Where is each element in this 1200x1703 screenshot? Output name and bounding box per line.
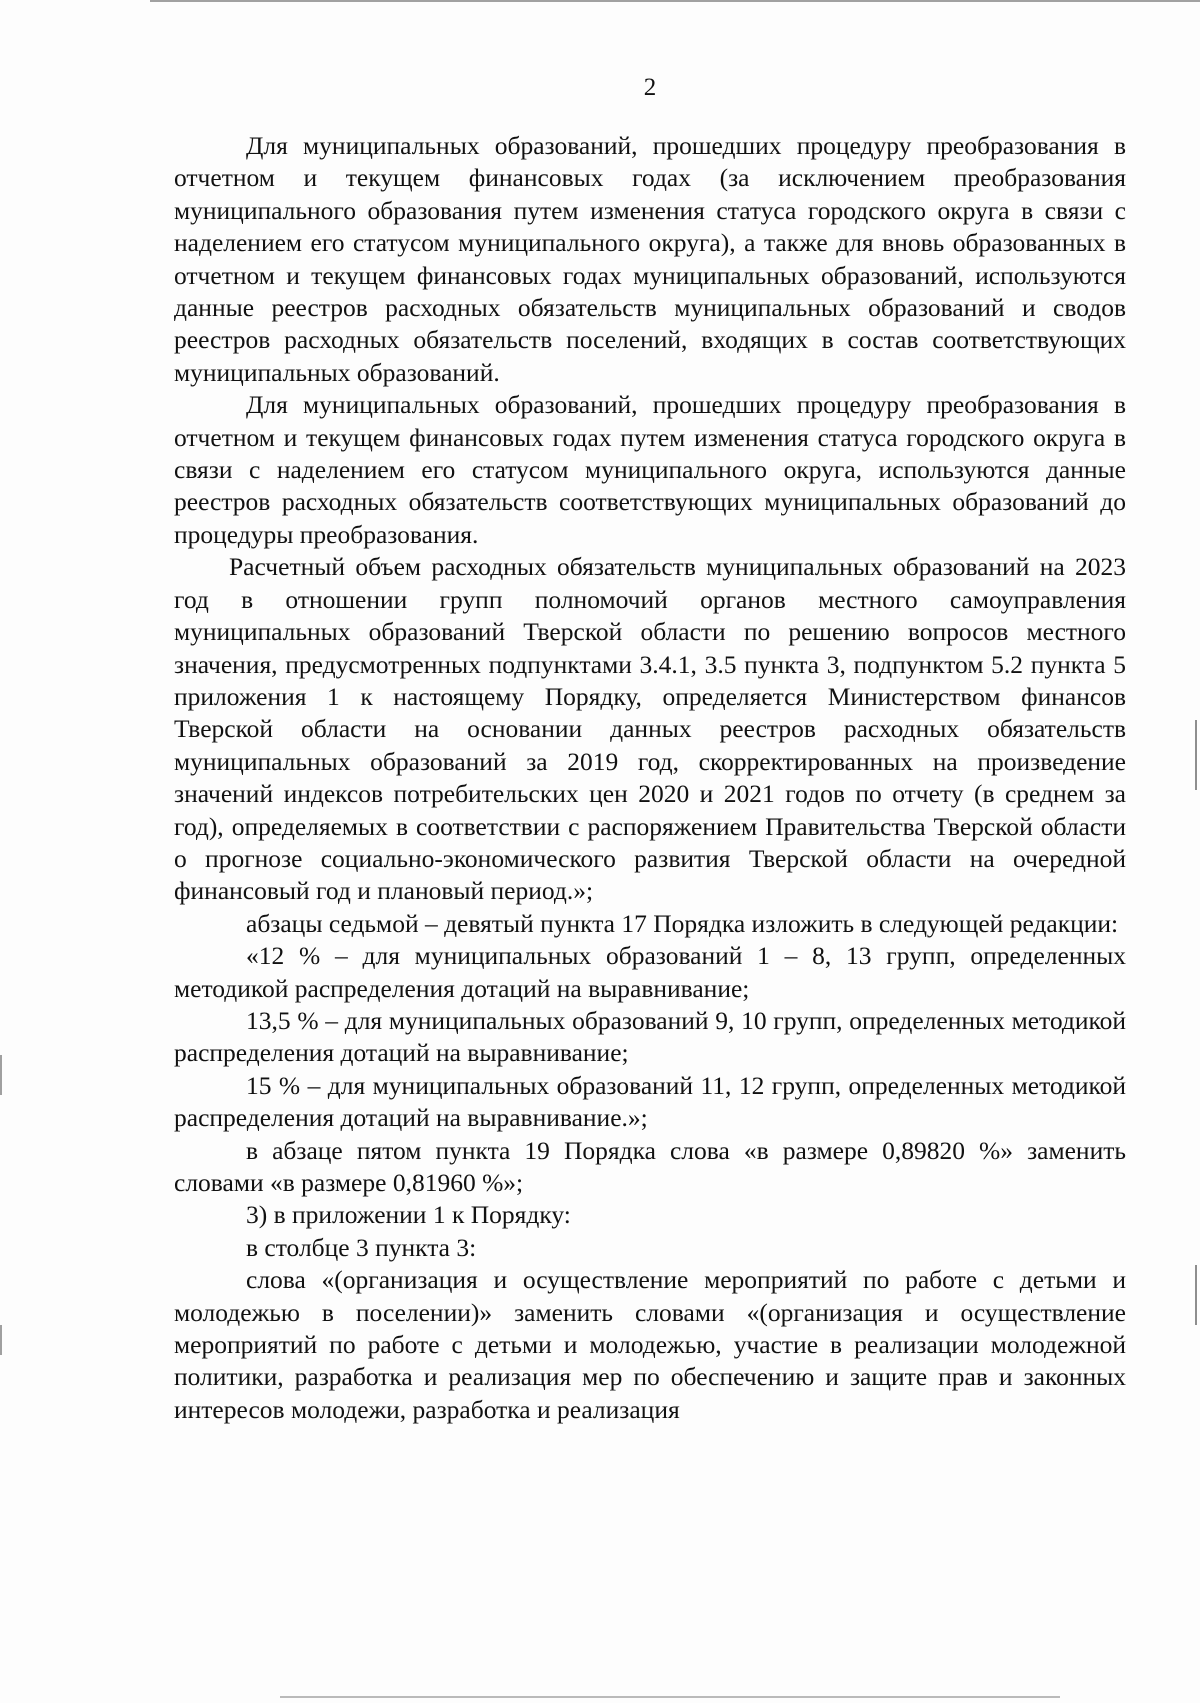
paragraph: в столбце 3 пункта 3: <box>246 1232 477 1262</box>
scan-edge-bottom <box>280 1696 1060 1698</box>
scan-artifact-right-2 <box>1195 1265 1197 1325</box>
paragraph: абзацы седьмой – девятый пункта 17 Порядка изложить в следующей редакции: <box>246 908 1119 938</box>
paragraph: слова «(организация и осуществление мероприятий по работе с детьми и молодежью в поселении)» заменить словами «(организация и осуществление мероприятий по работе с детьми и молодежью, участие в реализации молодежной политики, разработка и реализация мер по обеспечению и защите прав и законных интересов молодежи, разработка и реализация <box>174 1265 1126 1424</box>
document-body <box>174 130 1126 1426</box>
scan-artifact-right-1 <box>1195 720 1197 790</box>
scan-artifact-left-2 <box>0 1325 2 1355</box>
paragraph: Для муниципальных образований, прошедших процедуру преобразования в отчетном и текущем финансовых годах путем изменения статуса городского округа в связи с наделением его статусом муниципального округа, используются данные реестров расходных обязательств соответствующих муниципальных образований до процедуры преобразования. <box>174 390 1126 549</box>
paragraph: 15 % – для муниципальных образований 11, 12 групп, определенных методикой распределения дотаций на выравнивание.»; <box>174 1070 1126 1133</box>
paragraph: Для муниципальных образований, прошедших процедуру преобразования в отчетном и текущем финансовых годах (за исключением преобразования муниципального образования путем изменения статуса городского округа в связи с наделением его статусом муниципального округа), а также для вновь образованных в отчетном и текущем финансовых годах муниципальных образований, используются данные реестров расходных обязательств муниципальных образований и сводов реестров расходных обязательств поселений, входящих в состав соответствующих муниципальных образований. <box>174 131 1126 387</box>
paragraph: в абзаце пятом пункта 19 Порядка слова «в размере 0,89820 %» заменить словами «в размере 0,81960 %»; <box>174 1135 1126 1197</box>
scan-artifact-left-1 <box>0 1055 2 1095</box>
paragraph: Расчетный объем расходных обязательств муниципальных образований на 2023 год в отношении групп полномочий органов местного самоуправления муниципальных образований Тверской области по решению вопросов местного значения, предусмотренных подпунктами 3.4.1, 3.5 пункта 3, подпунктом 5.2 пункта 5 приложения 1 к настоящему Порядку, определяется Министерством финансов Тверской области на основании данных реестров расходных обязательств муниципальных образований за 2019 год, скорректированных на произведение значений индексов потребительских цен 2020 и 2021 годов по отчету (в среднем за год), определяемых в соответствии с распоряжением Правительства Тверской области о прогнозе социально-экономического развития Тверской области на очередной финансовый год и плановый период.»; <box>174 552 1126 906</box>
scan-edge-top <box>150 0 1200 2</box>
paragraph: 3) в приложении 1 к Порядку: <box>246 1200 571 1230</box>
page-number: 2 <box>643 74 657 101</box>
paragraph: 13,5 % – для муниципальных образований 9, 10 групп, определенных методикой распределения дотаций на выравнивание; <box>174 1005 1126 1068</box>
paragraph: «12 % – для муниципальных образований 1 – 8, 13 групп, определенных методикой распределения дотаций на выравнивание; <box>174 941 1126 1003</box>
